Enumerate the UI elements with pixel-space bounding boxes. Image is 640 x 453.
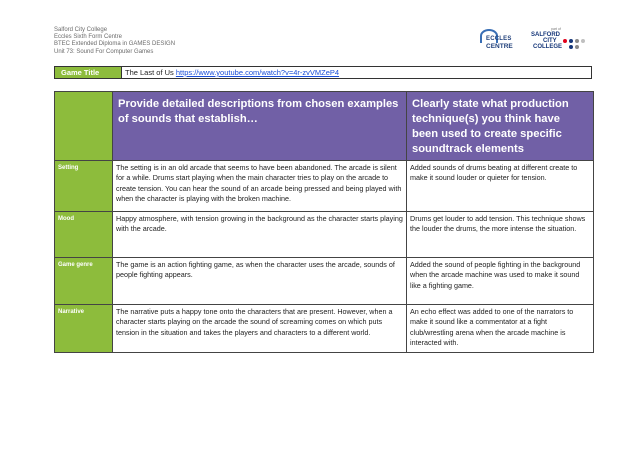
header-blank-cell	[55, 92, 113, 161]
table-row	[55, 161, 594, 212]
game-name: The Last of Us	[125, 68, 174, 77]
sound-analysis-table	[54, 91, 594, 353]
header-line: BTEC Extended Diploma in GAMES DESIGN	[54, 41, 176, 48]
row-label: Mood	[55, 212, 113, 258]
college-header	[54, 27, 175, 56]
header-techniques: Clearly state what production technique(s) you think have been used to create specific soundtrack elements	[407, 92, 594, 161]
row-description: The setting is in an old arcade that seems to have been abandoned. The arcade is silent for a while. Drums start playing when the main character tries to play on the arcade to create tension. You can hear the sound of an arcade being pressed and being played with when the character is playing with the broken machine.	[113, 161, 407, 212]
eccles-logo-text: CENTRE	[486, 43, 513, 50]
row-technique: Added sounds of drums beating at different create to make it sound louder or quieter for tension.	[407, 161, 594, 212]
row-description: Happy atmosphere, with tension growing in the background as the character starts playing with the arcade.	[113, 212, 407, 258]
row-technique: Added the sound of people fighting in the background when the arcade machine was used to make it sound like a fighting game.	[407, 258, 594, 305]
salford-logo-small-text: part of	[551, 27, 561, 31]
row-technique: An echo effect was added to one of the narrators to make it sound like a commentator at a fight club/wrestling arena when the arcade machine is interacted with.	[407, 305, 594, 353]
eccles-logo-text: ECCLES	[486, 36, 512, 42]
game-title-value	[122, 67, 339, 78]
salford-city-college-logo	[531, 27, 591, 53]
table-header-row	[55, 92, 594, 161]
eccles-centre-logo	[480, 29, 522, 53]
header-line: Salford City College	[54, 27, 108, 33]
game-title-label: Game Title	[55, 67, 122, 78]
header-line: Eccles Sixth Form Centre	[54, 34, 123, 41]
row-label: Setting	[55, 161, 113, 212]
salford-dots-icon	[563, 33, 589, 51]
game-title-row	[54, 66, 592, 79]
table-row	[55, 258, 594, 305]
row-label: Narrative	[55, 305, 113, 353]
salford-logo-text: CITY	[543, 38, 557, 44]
row-description: The narrative puts a happy tone onto the characters that are present. However, when a character starts playing on the arcade the sound of screaming comes on which puts tension in the situation and takes the players and characters to a different world.	[113, 305, 407, 353]
header-line: Unit 73: Sound For Computer Games	[54, 48, 154, 55]
row-description: The game is an action fighting game, as when the character uses the arcade, sounds of people fighting appears.	[113, 258, 407, 305]
row-technique: Drums get louder to add tension. This technique shows the louder the drums, the more intense the situation.	[407, 212, 594, 258]
salford-logo-text: SALFORD	[531, 32, 560, 38]
salford-logo-text: COLLEGE	[533, 44, 563, 50]
header-descriptions: Provide detailed descriptions from chosen examples of sounds that establish…	[113, 92, 407, 161]
table-row	[55, 305, 594, 353]
table-row	[55, 212, 594, 258]
row-label: Game genre	[55, 258, 113, 305]
youtube-link[interactable]: https://www.youtube.com/watch?v=4r-zvVMZeP4	[175, 68, 340, 77]
